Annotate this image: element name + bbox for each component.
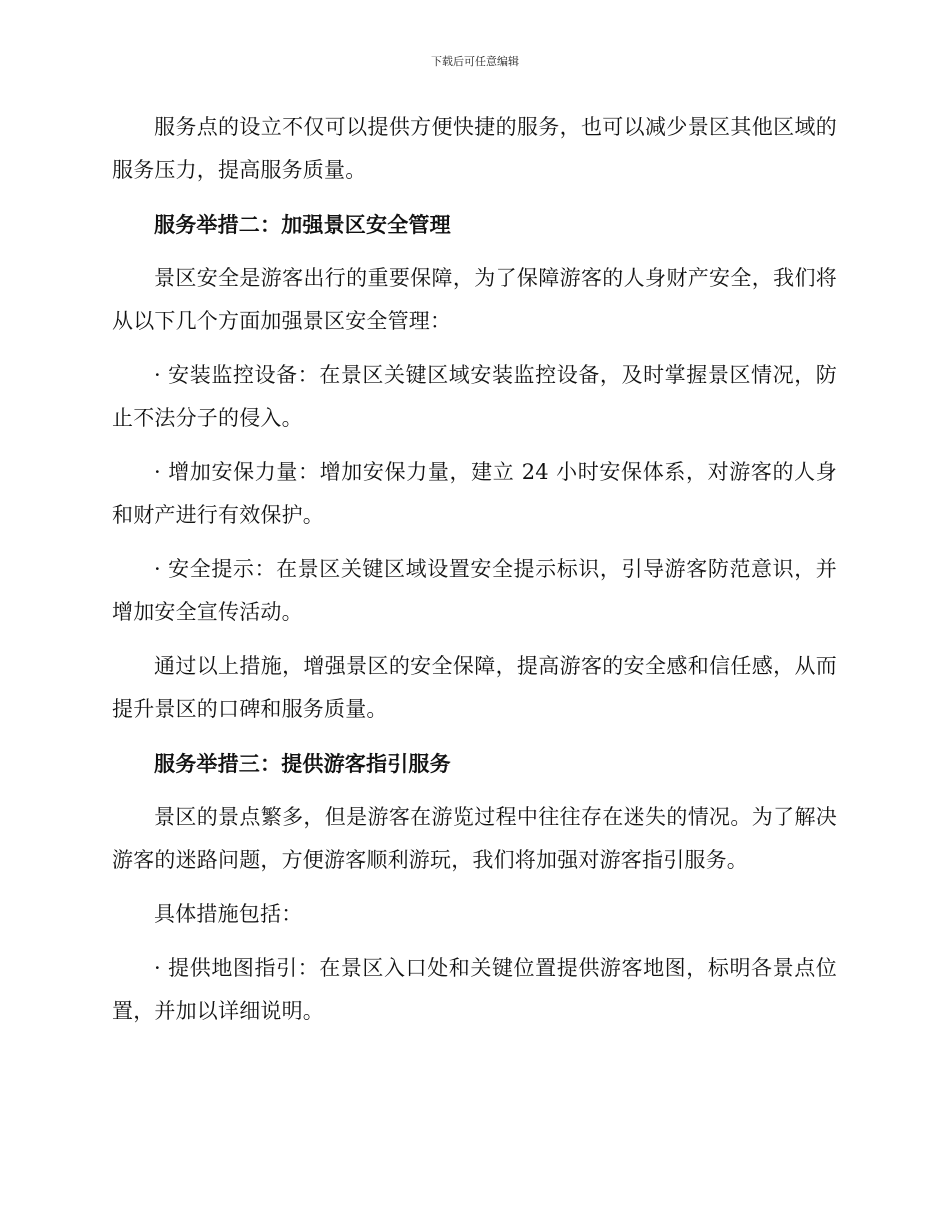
bullet-map-guidance: · 提供地图指引：在景区入口处和关键位置提供游客地图，标明各景点位置，并加以详细说明。 bbox=[112, 956, 837, 1023]
paragraph-specific-measures: 具体措施包括： bbox=[154, 902, 303, 926]
paragraph-safety-intro: 景区安全是游客出行的重要保障，为了保障游客的人身财产安全，我们将从以下几个方面加强景区安全管理： bbox=[112, 266, 837, 333]
paragraph-safety-summary: 通过以上措施，增强景区的安全保障，提高游客的安全感和信任感，从而提升景区的口碑和服务质量。 bbox=[112, 654, 837, 721]
paragraph-service-point: 服务点的设立不仅可以提供方便快捷的服务，也可以减少景区其他区域的服务压力，提高服务质量。 bbox=[112, 115, 837, 182]
page-header-note: 下载后可任意编辑 bbox=[431, 55, 519, 68]
heading-measure-three: 服务举措三：提供游客指引服务 bbox=[154, 751, 451, 776]
paragraph-guidance-intro: 景区的景点繁多，但是游客在游览过程中往往存在迷失的情况。为了解决游客的迷路问题，方便游客顺利游玩，我们将加强对游客指引服务。 bbox=[112, 805, 837, 872]
bullet-safety-tips: · 安全提示：在景区关键区域设置安全提示标识，引导游客防范意识，并增加安全宣传活动。 bbox=[112, 557, 837, 624]
document-body bbox=[112, 106, 837, 1044]
bullet-monitoring: · 安装监控设备：在景区关键区域安装监控设备，及时掌握景区情况，防止不法分子的侵入。 bbox=[112, 363, 837, 430]
heading-measure-two: 服务举措二：加强景区安全管理 bbox=[154, 212, 451, 237]
bullet-security-staff: · 增加安保力量：增加安保力量，建立 24 小时安保体系，对游客的人身和财产进行有效保护。 bbox=[112, 460, 837, 527]
